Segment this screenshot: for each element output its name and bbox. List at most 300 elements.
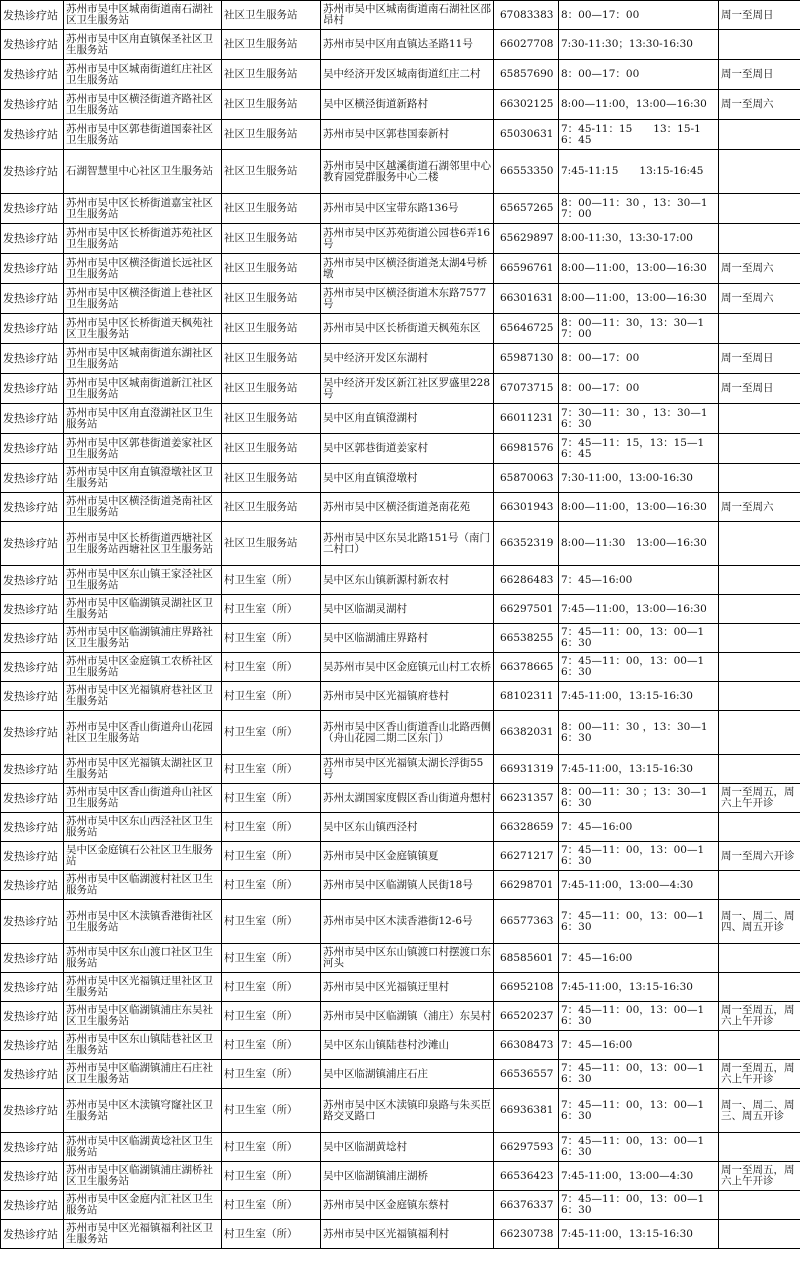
station-name-cell: 苏州市吴中区光福镇太湖社区卫生服务站 — [64, 755, 222, 784]
hours-cell: 7：45—11：00，13：00—16：30 — [559, 900, 719, 944]
phone-cell: 66302125 — [494, 90, 559, 120]
phone-cell: 68102311 — [494, 682, 559, 711]
phone-cell: 66577363 — [494, 900, 559, 944]
station-name-cell: 苏州市吴中区东山渡口社区卫生服务站 — [64, 944, 222, 973]
hours-cell: 8:00—11:00，13:00—16:30 — [559, 284, 719, 314]
station-name-cell: 石湖智慧里中心社区卫生服务站 — [64, 150, 222, 194]
site-type-cell: 发热诊疗站 — [1, 944, 64, 973]
category-cell: 社区卫生服务站 — [222, 194, 321, 224]
hours-cell: 7：45—11：00，13：00—16：30 — [559, 1133, 719, 1162]
station-name-cell: 苏州市吴中区长桥街道西塘社区卫生服务站西塘社区卫生服务站 — [64, 522, 222, 566]
phone-cell: 67073715 — [494, 374, 559, 404]
table-row — [1, 1, 800, 30]
phone-cell: 65987130 — [494, 344, 559, 374]
address-cell: 苏州市吴中区城南街道南石湖社区邵昂村 — [321, 1, 494, 30]
address-cell: 苏州市吴中区横泾街道尧太湖4号桥墩 — [321, 254, 494, 284]
clinic-table-body — [1, 1, 800, 1249]
category-cell: 社区卫生服务站 — [222, 90, 321, 120]
phone-cell: 68585601 — [494, 944, 559, 973]
category-cell: 社区卫生服务站 — [222, 434, 321, 464]
table-row — [1, 60, 800, 90]
site-type-cell: 发热诊疗站 — [1, 344, 64, 374]
site-type-cell: 发热诊疗站 — [1, 1031, 64, 1060]
category-cell: 社区卫生服务站 — [222, 120, 321, 150]
address-cell: 吴中经济开发区新江社区罗盛里228号 — [321, 374, 494, 404]
site-type-cell: 发热诊疗站 — [1, 224, 64, 254]
address-cell: 吴中区甪直镇澄湖村 — [321, 404, 494, 434]
hours-cell: 7:45-11:00，13:00—4:30 — [559, 871, 719, 900]
days-cell: 周一至周六 — [719, 284, 800, 314]
site-type-cell: 发热诊疗站 — [1, 1133, 64, 1162]
phone-cell: 65657265 — [494, 194, 559, 224]
site-type-cell: 发热诊疗站 — [1, 30, 64, 60]
hours-cell: 8：00—11：30 ，13：30—16：30 — [559, 711, 719, 755]
station-name-cell: 苏州市吴中区临湖镇浦庄东吴社区卫生服务站 — [64, 1002, 222, 1031]
station-name-cell: 苏州市吴中区东山镇王家泾社区卫生服务站 — [64, 566, 222, 595]
phone-cell: 66298701 — [494, 871, 559, 900]
category-cell: 社区卫生服务站 — [222, 522, 321, 566]
station-name-cell: 苏州市吴中区香山街道舟山花园社区卫生服务站 — [64, 711, 222, 755]
phone-cell: 66382031 — [494, 711, 559, 755]
phone-cell: 66301943 — [494, 493, 559, 522]
hours-cell: 7：30—11：30 ，13：30—16：30 — [559, 404, 719, 434]
table-row — [1, 900, 800, 944]
category-cell: 村卫生室（所） — [222, 871, 321, 900]
category-cell: 村卫生室（所） — [222, 973, 321, 1002]
address-cell: 吴中区东山镇陆巷村沙滩山 — [321, 1031, 494, 1060]
hours-cell: 8:00—11:00，13:00—16:30 — [559, 254, 719, 284]
days-cell — [719, 30, 800, 60]
table-row — [1, 284, 800, 314]
table-row — [1, 682, 800, 711]
hours-cell: 7:45-11:00，13:15-16:30 — [559, 1220, 719, 1249]
address-cell: 苏州市吴中区光福镇迂里村 — [321, 973, 494, 1002]
hours-cell: 8:00-11:30，13:30-17:00 — [559, 224, 719, 254]
site-type-cell: 发热诊疗站 — [1, 314, 64, 344]
category-cell: 村卫生室（所） — [222, 1031, 321, 1060]
category-cell: 社区卫生服务站 — [222, 150, 321, 194]
station-name-cell: 苏州市吴中区横泾街道尧南社区卫生服务站 — [64, 493, 222, 522]
address-cell: 苏州市吴中区越溪街道石湖邻里中心教育园党群服务中心二楼 — [321, 150, 494, 194]
days-cell — [719, 653, 800, 682]
category-cell: 村卫生室（所） — [222, 711, 321, 755]
site-type-cell: 发热诊疗站 — [1, 493, 64, 522]
phone-cell: 66596761 — [494, 254, 559, 284]
category-cell: 社区卫生服务站 — [222, 284, 321, 314]
days-cell — [719, 1133, 800, 1162]
phone-cell: 66286483 — [494, 566, 559, 595]
site-type-cell: 发热诊疗站 — [1, 150, 64, 194]
hours-cell: 7:45-11:00，13:15-16:30 — [559, 682, 719, 711]
station-name-cell: 苏州市吴中区临湖镇浦庄石庄社区卫生服务站 — [64, 1060, 222, 1089]
address-cell: 吴中区临湖浦庄界路村 — [321, 624, 494, 653]
station-name-cell: 苏州市吴中区横泾街道上巷社区卫生服务站 — [64, 284, 222, 314]
phone-cell: 66536423 — [494, 1162, 559, 1191]
hours-cell: 7:30-11:00，13:00-16:30 — [559, 464, 719, 493]
days-cell — [719, 711, 800, 755]
table-row — [1, 194, 800, 224]
table-row — [1, 374, 800, 404]
table-row — [1, 1133, 800, 1162]
address-cell: 吴中区临湖镇浦庄石庄 — [321, 1060, 494, 1089]
phone-cell: 66308473 — [494, 1031, 559, 1060]
address-cell: 吴中区东山镇新源村新农村 — [321, 566, 494, 595]
table-row — [1, 944, 800, 973]
hours-cell: 7:45-11:00，13:15-16:30 — [559, 755, 719, 784]
days-cell: 周一至周六 — [719, 493, 800, 522]
hours-cell: 8：00—17：00 — [559, 344, 719, 374]
hours-cell: 7：45—16:00 — [559, 566, 719, 595]
site-type-cell: 发热诊疗站 — [1, 60, 64, 90]
phone-cell: 66936381 — [494, 1089, 559, 1133]
station-name-cell: 苏州市吴中区光福镇福利社区卫生服务站 — [64, 1220, 222, 1249]
site-type-cell: 发热诊疗站 — [1, 1, 64, 30]
site-type-cell: 发热诊疗站 — [1, 871, 64, 900]
table-row — [1, 404, 800, 434]
days-cell — [719, 944, 800, 973]
hours-cell: 7：45—11：00，13：00—16：30 — [559, 1191, 719, 1220]
hours-cell: 7:45-11:15 13:15-16:45 — [559, 150, 719, 194]
table-row — [1, 595, 800, 624]
phone-cell: 65030631 — [494, 120, 559, 150]
station-name-cell: 苏州市吴中区城南街道红庄社区卫生服务站 — [64, 60, 222, 90]
station-name-cell: 苏州市吴中区城南街道新江社区卫生服务站 — [64, 374, 222, 404]
station-name-cell: 苏州市吴中区临湖镇灵湖社区卫生服务站 — [64, 595, 222, 624]
phone-cell: 66271217 — [494, 842, 559, 871]
site-type-cell: 发热诊疗站 — [1, 90, 64, 120]
address-cell: 苏州市吴中区郭巷国泰新村 — [321, 120, 494, 150]
category-cell: 社区卫生服务站 — [222, 404, 321, 434]
category-cell: 社区卫生服务站 — [222, 314, 321, 344]
table-row — [1, 150, 800, 194]
table-row — [1, 566, 800, 595]
station-name-cell: 苏州市吴中区临湖渡村社区卫生服务站 — [64, 871, 222, 900]
site-type-cell: 发热诊疗站 — [1, 624, 64, 653]
site-type-cell: 发热诊疗站 — [1, 842, 64, 871]
hours-cell: 8：00—11：30 ；13：30—16：30 — [559, 784, 719, 813]
days-cell: 周一至周日 — [719, 344, 800, 374]
table-row — [1, 1089, 800, 1133]
hours-cell: 7：45-11：15 13：15-16：45 — [559, 120, 719, 150]
hours-cell: 7:45-11:00，13:15-16:30 — [559, 973, 719, 1002]
station-name-cell: 苏州市吴中区金庭内汇社区卫生服务站 — [64, 1191, 222, 1220]
station-name-cell: 吴中区金庭镇石公社区卫生服务站 — [64, 842, 222, 871]
station-name-cell: 苏州市吴中区横泾街道齐路社区卫生服务站 — [64, 90, 222, 120]
days-cell — [719, 194, 800, 224]
category-cell: 村卫生室（所） — [222, 944, 321, 973]
category-cell: 社区卫生服务站 — [222, 224, 321, 254]
table-row — [1, 254, 800, 284]
site-type-cell: 发热诊疗站 — [1, 813, 64, 842]
category-cell: 社区卫生服务站 — [222, 374, 321, 404]
category-cell: 社区卫生服务站 — [222, 1, 321, 30]
category-cell: 村卫生室（所） — [222, 682, 321, 711]
site-type-cell: 发热诊疗站 — [1, 254, 64, 284]
category-cell: 村卫生室（所） — [222, 813, 321, 842]
table-row — [1, 493, 800, 522]
table-row — [1, 344, 800, 374]
site-type-cell: 发热诊疗站 — [1, 120, 64, 150]
station-name-cell: 苏州市吴中区光福镇迂里社区卫生服务站 — [64, 973, 222, 1002]
table-row — [1, 90, 800, 120]
category-cell: 村卫生室（所） — [222, 1220, 321, 1249]
table-row — [1, 314, 800, 344]
category-cell: 社区卫生服务站 — [222, 254, 321, 284]
phone-cell: 66520237 — [494, 1002, 559, 1031]
phone-cell: 66376337 — [494, 1191, 559, 1220]
site-type-cell: 发热诊疗站 — [1, 1220, 64, 1249]
address-cell: 苏州市吴中区香山街道香山北路西侧（舟山花园二期二区东门） — [321, 711, 494, 755]
station-name-cell: 苏州市吴中区郭巷街道姜家社区卫生服务站 — [64, 434, 222, 464]
hours-cell: 7：45—16:00 — [559, 813, 719, 842]
phone-cell: 66536557 — [494, 1060, 559, 1089]
address-cell: 吴中区临湖镇浦庄湖桥 — [321, 1162, 494, 1191]
days-cell — [719, 566, 800, 595]
site-type-cell: 发热诊疗站 — [1, 284, 64, 314]
days-cell — [719, 973, 800, 1002]
address-cell: 苏州市吴中区光福镇福利村 — [321, 1220, 494, 1249]
hours-cell: 8：00—17：00 — [559, 374, 719, 404]
phone-cell: 66011231 — [494, 404, 559, 434]
table-row — [1, 1191, 800, 1220]
station-name-cell: 苏州市吴中区光福镇府巷社区卫生服务站 — [64, 682, 222, 711]
phone-cell: 66027708 — [494, 30, 559, 60]
table-row — [1, 1031, 800, 1060]
site-type-cell: 发热诊疗站 — [1, 711, 64, 755]
site-type-cell: 发热诊疗站 — [1, 464, 64, 493]
site-type-cell: 发热诊疗站 — [1, 434, 64, 464]
days-cell: 周一至周五，周六上午开诊 — [719, 1162, 800, 1191]
site-type-cell: 发热诊疗站 — [1, 404, 64, 434]
category-cell: 村卫生室（所） — [222, 1002, 321, 1031]
days-cell: 周一至周六 — [719, 254, 800, 284]
site-type-cell: 发热诊疗站 — [1, 755, 64, 784]
category-cell: 村卫生室（所） — [222, 784, 321, 813]
table-row — [1, 30, 800, 60]
days-cell — [719, 120, 800, 150]
station-name-cell: 苏州市吴中区临湖黄埝社区卫生服务站 — [64, 1133, 222, 1162]
phone-cell: 66352319 — [494, 522, 559, 566]
table-row — [1, 973, 800, 1002]
phone-cell: 66553350 — [494, 150, 559, 194]
phone-cell: 66981576 — [494, 434, 559, 464]
address-cell: 吴中区甪直镇澄墩村 — [321, 464, 494, 493]
hours-cell: 7:30-11:30；13:30-16:30 — [559, 30, 719, 60]
site-type-cell: 发热诊疗站 — [1, 1191, 64, 1220]
table-row — [1, 1060, 800, 1089]
station-name-cell: 苏州市吴中区甪直镇澄墩社区卫生服务站 — [64, 464, 222, 493]
address-cell: 吴中区东山镇西泾村 — [321, 813, 494, 842]
station-name-cell: 苏州市吴中区东山镇陆巷社区卫生服务站 — [64, 1031, 222, 1060]
address-cell: 苏州市吴中区临湖镇（浦庄）东吴村 — [321, 1002, 494, 1031]
address-cell: 苏州市吴中区东吴北路151号（南门二村口） — [321, 522, 494, 566]
site-type-cell: 发热诊疗站 — [1, 784, 64, 813]
table-row — [1, 1220, 800, 1249]
phone-cell: 65857690 — [494, 60, 559, 90]
station-name-cell: 苏州市吴中区木渎镇穹窿社区卫生服务站 — [64, 1089, 222, 1133]
category-cell: 村卫生室（所） — [222, 900, 321, 944]
category-cell: 村卫生室（所） — [222, 566, 321, 595]
site-type-cell: 发热诊疗站 — [1, 1002, 64, 1031]
phone-cell: 66301631 — [494, 284, 559, 314]
hours-cell: 8：00—17：00 — [559, 1, 719, 30]
table-row — [1, 842, 800, 871]
hours-cell: 7:45—11:00，13:00—16:30 — [559, 595, 719, 624]
hours-cell: 7：45—11：15，13：15—16：45 — [559, 434, 719, 464]
hours-cell: 8：00—11：30 ，13：30—17：00 — [559, 194, 719, 224]
days-cell: 周一至周日 — [719, 60, 800, 90]
days-cell — [719, 150, 800, 194]
table-row — [1, 1162, 800, 1191]
address-cell: 吴中区横泾街道新路村 — [321, 90, 494, 120]
table-row — [1, 522, 800, 566]
address-cell: 苏州市吴中区甪直镇达圣路11号 — [321, 30, 494, 60]
station-name-cell: 苏州市吴中区长桥街道天枫苑社区卫生服务站 — [64, 314, 222, 344]
address-cell: 吴中区临湖黄埝村 — [321, 1133, 494, 1162]
site-type-cell: 发热诊疗站 — [1, 900, 64, 944]
days-cell: 周一至周日 — [719, 1, 800, 30]
table-row — [1, 871, 800, 900]
table-row — [1, 755, 800, 784]
station-name-cell: 苏州市吴中区香山街道舟山社区卫生服务站 — [64, 784, 222, 813]
days-cell — [719, 1191, 800, 1220]
days-cell — [719, 595, 800, 624]
category-cell: 社区卫生服务站 — [222, 30, 321, 60]
station-name-cell: 苏州市吴中区东山西泾社区卫生服务站 — [64, 813, 222, 842]
days-cell — [719, 314, 800, 344]
site-type-cell: 发热诊疗站 — [1, 522, 64, 566]
category-cell: 村卫生室（所） — [222, 624, 321, 653]
station-name-cell: 苏州市吴中区临湖镇浦庄界路社区卫生服务站 — [64, 624, 222, 653]
phone-cell: 66231357 — [494, 784, 559, 813]
site-type-cell: 发热诊疗站 — [1, 194, 64, 224]
hours-cell: 8:00—11:00，13:00—16:30 — [559, 90, 719, 120]
station-name-cell: 苏州市吴中区长桥街道嘉宝社区卫生服务站 — [64, 194, 222, 224]
site-type-cell: 发热诊疗站 — [1, 1089, 64, 1133]
address-cell: 苏州市吴中区横泾街道尧南花苑 — [321, 493, 494, 522]
category-cell: 社区卫生服务站 — [222, 344, 321, 374]
days-cell — [719, 624, 800, 653]
address-cell: 苏州市吴中区长桥街道天枫苑东区 — [321, 314, 494, 344]
category-cell: 村卫生室（所） — [222, 755, 321, 784]
site-type-cell: 发热诊疗站 — [1, 682, 64, 711]
days-cell: 周一至周六 — [719, 90, 800, 120]
hours-cell: 7：45—11：00，13：00—16：30 — [559, 1002, 719, 1031]
site-type-cell: 发热诊疗站 — [1, 1162, 64, 1191]
address-cell: 苏州市吴中区临湖镇人民街18号 — [321, 871, 494, 900]
table-row — [1, 224, 800, 254]
address-cell: 苏州市吴中区东山镇渡口村摆渡口东河头 — [321, 944, 494, 973]
hours-cell: 7：45—11：00，13：00—16：30 — [559, 624, 719, 653]
station-name-cell: 苏州市吴中区郭巷街道国泰社区卫生服务站 — [64, 120, 222, 150]
table-row — [1, 653, 800, 682]
table-row — [1, 813, 800, 842]
phone-cell: 66931319 — [494, 755, 559, 784]
category-cell: 村卫生室（所） — [222, 842, 321, 871]
category-cell: 村卫生室（所） — [222, 653, 321, 682]
days-cell — [719, 871, 800, 900]
address-cell: 吴中区郭巷街道姜家村 — [321, 434, 494, 464]
address-cell: 苏州市吴中区木渎镇印泉路与朱买臣路交叉路口 — [321, 1089, 494, 1133]
phone-cell: 66378665 — [494, 653, 559, 682]
address-cell: 苏州市吴中区宝带东路136号 — [321, 194, 494, 224]
category-cell: 村卫生室（所） — [222, 1060, 321, 1089]
days-cell: 周一至周六开诊 — [719, 842, 800, 871]
phone-cell: 65629897 — [494, 224, 559, 254]
table-row — [1, 120, 800, 150]
hours-cell: 7：45—11：00，13：00—16：30 — [559, 842, 719, 871]
category-cell: 村卫生室（所） — [222, 1133, 321, 1162]
category-cell: 社区卫生服务站 — [222, 464, 321, 493]
hours-cell: 7：45—11：00，13：00—16：30 — [559, 1060, 719, 1089]
category-cell: 社区卫生服务站 — [222, 493, 321, 522]
hours-cell: 8:00—11:30 13:00—16:30 — [559, 522, 719, 566]
site-type-cell: 发热诊疗站 — [1, 1060, 64, 1089]
phone-cell: 66328659 — [494, 813, 559, 842]
station-name-cell: 苏州市吴中区城南街道南石湖社区卫生服务站 — [64, 1, 222, 30]
days-cell: 周一、周二、周四、周五开诊 — [719, 900, 800, 944]
category-cell: 村卫生室（所） — [222, 1191, 321, 1220]
table-row — [1, 784, 800, 813]
table-row — [1, 434, 800, 464]
days-cell — [719, 434, 800, 464]
site-type-cell: 发热诊疗站 — [1, 595, 64, 624]
address-cell: 苏州市吴中区光福镇府巷村 — [321, 682, 494, 711]
station-name-cell: 苏州市吴中区横泾街道长远社区卫生服务站 — [64, 254, 222, 284]
station-name-cell: 苏州市吴中区长桥街道苏苑社区卫生服务站 — [64, 224, 222, 254]
days-cell: 周一至周五，周六上午开诊 — [719, 1002, 800, 1031]
phone-cell: 66952108 — [494, 973, 559, 1002]
address-cell: 苏州太湖国家度假区香山街道舟想村 — [321, 784, 494, 813]
site-type-cell: 发热诊疗站 — [1, 973, 64, 1002]
days-cell: 周一至周五，周六上午开诊 — [719, 1060, 800, 1089]
address-cell: 苏州市吴中区横泾街道木东路7577号 — [321, 284, 494, 314]
station-name-cell: 苏州市吴中区甪直镇保圣社区卫生服务站 — [64, 30, 222, 60]
address-cell: 吴苏州市吴中区金庭镇元山村工农桥 — [321, 653, 494, 682]
address-cell: 苏州市吴中区光福镇太湖长浮街55号 — [321, 755, 494, 784]
address-cell: 苏州市吴中区苏苑街道公园巷6弄16号 — [321, 224, 494, 254]
days-cell: 周一、周二、周三、周五开诊 — [719, 1089, 800, 1133]
phone-cell: 65870063 — [494, 464, 559, 493]
hours-cell: 7：45—11：00，13：00—16：30 — [559, 1089, 719, 1133]
phone-cell: 66297501 — [494, 595, 559, 624]
days-cell — [719, 464, 800, 493]
site-type-cell: 发热诊疗站 — [1, 653, 64, 682]
category-cell: 社区卫生服务站 — [222, 60, 321, 90]
category-cell: 村卫生室（所） — [222, 1162, 321, 1191]
phone-cell: 65646725 — [494, 314, 559, 344]
station-name-cell: 苏州市吴中区甪直澄湖社区卫生服务站 — [64, 404, 222, 434]
days-cell — [719, 404, 800, 434]
hours-cell: 8:00—11:00，13:00—16:30 — [559, 493, 719, 522]
hours-cell: 8：00—17：00 — [559, 60, 719, 90]
hours-cell: 7：45—16:00 — [559, 1031, 719, 1060]
table-row — [1, 711, 800, 755]
site-type-cell: 发热诊疗站 — [1, 374, 64, 404]
table-row — [1, 464, 800, 493]
days-cell — [719, 224, 800, 254]
address-cell: 苏州市吴中区金庭镇镇夏 — [321, 842, 494, 871]
hours-cell: 7：45—16:00 — [559, 944, 719, 973]
days-cell — [719, 1220, 800, 1249]
address-cell: 吴中经济开发区城南街道红庄二村 — [321, 60, 494, 90]
days-cell — [719, 755, 800, 784]
days-cell: 周一至周日 — [719, 374, 800, 404]
station-name-cell: 苏州市吴中区金庭镇工农桥社区卫生服务站 — [64, 653, 222, 682]
address-cell: 吴中经济开发区东湖村 — [321, 344, 494, 374]
phone-cell: 66230738 — [494, 1220, 559, 1249]
phone-cell: 66538255 — [494, 624, 559, 653]
